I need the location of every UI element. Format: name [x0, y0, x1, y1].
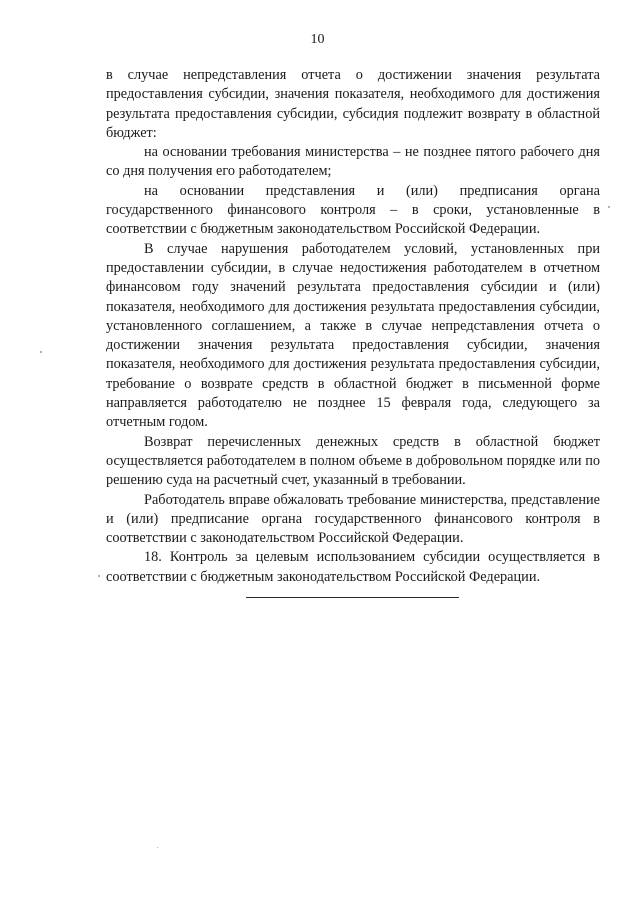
scan-speck [157, 847, 158, 848]
paragraph-control-body-prescription: на основании представления и (или) предписания органа государственного финансового контроля – в сроки, установленные в соответствии с бюджетным законодательством Российской Федерации. [106, 182, 600, 238]
paragraph-refund-procedure: Возврат перечисленных денежных средств в областной бюджет осуществляется работодателем в полном объеме в добровольном порядке или по решению суда на расчетный счет, указанный в требовании. [106, 433, 600, 489]
document-body [106, 66, 600, 587]
scan-speck [608, 206, 610, 208]
scan-speck [40, 351, 42, 353]
paragraph-violation-return-demand: В случае нарушения работодателем условий, установленных при предоставлении субсидии, в случае недостижения работодателем в отчетном финансовом году значений результата предоставления субсидии и (или) показателя, необходимого для достижения результата предоставления субсидии, установленного соглашением, а также в случае непредставления отчета о достижении значения результата предоставления субсидии, значения показателя, необходимого для достижения результата предоставления субсидии, требование о возврате средств в областной бюджет в письменной форме направляется работодателю не позднее 15 февраля года, следующего за отчетным годом. [106, 240, 600, 431]
paragraph-item-18-control: 18. Контроль за целевым использованием субсидии осуществляется в соответствии с бюджетным законодательством Российской Федерации. [106, 549, 600, 585]
scan-speck [98, 575, 100, 577]
paragraph-return-conditions: в случае непредставления отчета о достижении значения результата предоставления субсидии, значения показателя, необходимого для достижения результата предоставления субсидии, субсидия подлежит возврату в областной бюджет: [106, 67, 600, 141]
page-number: 10 [310, 32, 325, 47]
paragraph-ministry-requirement: на основании требования министерства – не позднее пятого рабочего дня со дня получения его работодателем; [106, 144, 600, 180]
end-of-document-line [246, 597, 459, 598]
paragraph-appeal-right: Работодатель вправе обжаловать требование министерства, представление и (или) предписание органа государственного финансового контроля в соответствии с законодательством Российской Федерации. [106, 491, 600, 547]
